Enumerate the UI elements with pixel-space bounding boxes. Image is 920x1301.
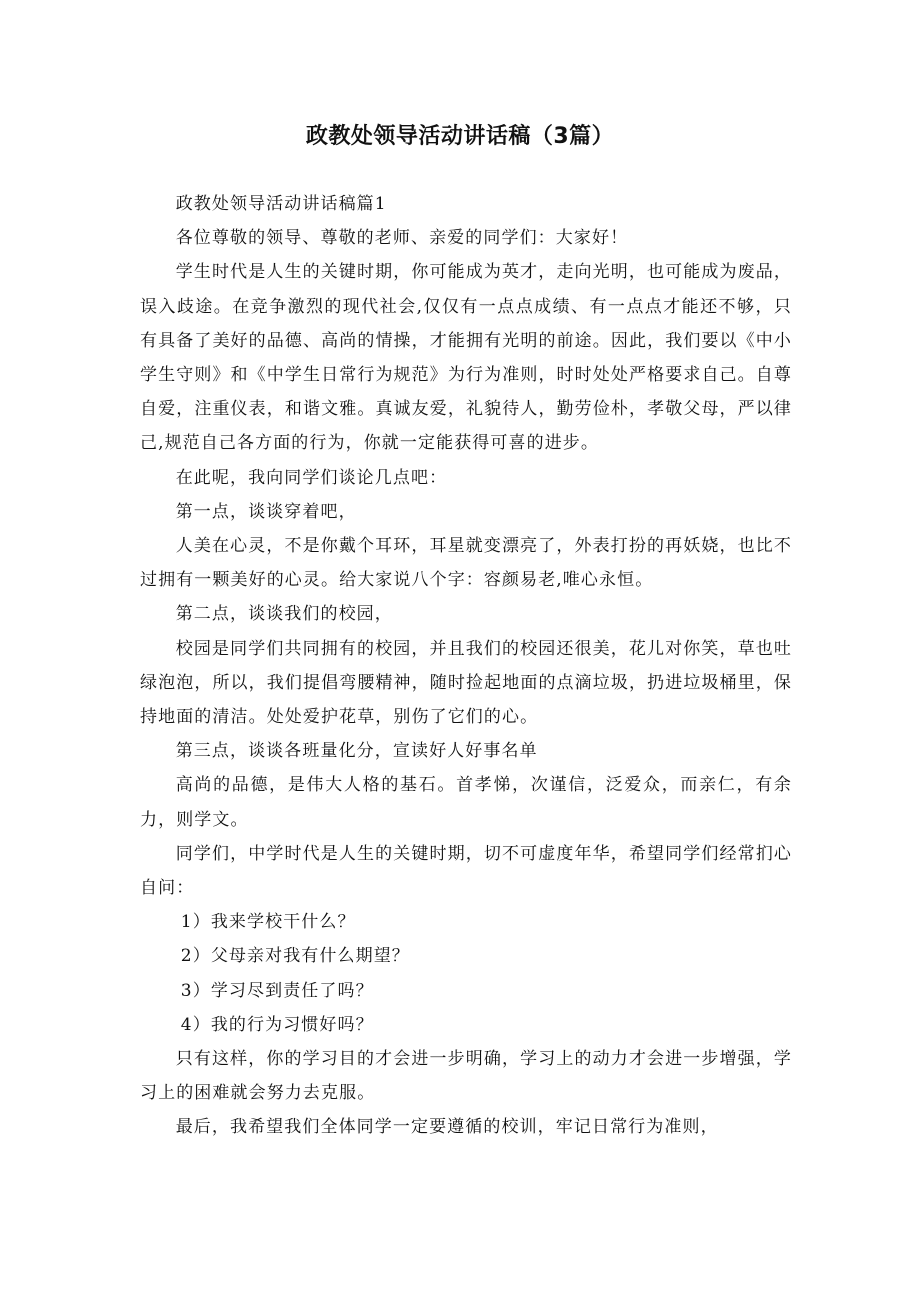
paragraph: 学生时代是人生的关键时期，你可能成为英才，走向光明，也可能成为废品，误入歧途。在竞争激烈的现代社会,仅仅有一点点成绩、有一点点才能还不够，只有具备了美好的品德、高尚的情操，才能拥有光明的前途。因此，我们要以《中小学生守则》和《中学生日常行为规范》为行为准则，时时处处严格要求自己。自尊自爱，注重仪表，和谐文雅。真诚友爱，礼貌待人，勤劳俭朴，孝敬父母，严以律己,规范自己各方面的行为，你就一定能获得可喜的进步。 — [140, 262, 792, 454]
paragraph: 校园是同学们共同拥有的校园，并且我们的校园还很美，花儿对你笑，草也吐绿泡泡，所以，我们提倡弯腰精神，随时捡起地面的点滴垃圾，扔进垃圾桶里，保持地面的清洁。处处爱护花草，别伤了它们的心。 — [140, 638, 792, 728]
paragraph: 在此呢，我向同学们谈论几点吧： — [175, 467, 448, 488]
paragraph: 人美在心灵，不是你戴个耳环，耳星就变漂亮了，外表打扮的再妖娆，也比不过拥有一颗美好的心灵。给大家说八个字：容颜易老,唯心永恒。 — [140, 536, 792, 591]
list-item: 3）学习尽到责任了吗？ — [180, 980, 374, 1001]
paragraph: 只有这样，你的学习目的才会进一步明确，学习上的动力才会进一步增强，学习上的困难就会努力去克服。 — [140, 1049, 792, 1104]
paragraph: 最后，我希望我们全体同学一定要遵循的校训，牢记日常行为准则， — [175, 1117, 719, 1138]
document-title: 政教处领导活动讲话稿（3篇） — [305, 124, 615, 149]
paragraph: 高尚的品德，是伟大人格的基石。首孝悌，次谨信，泛爱众，而亲仁，有余力，则学文。 — [140, 775, 792, 830]
paragraph: 各位尊敬的领导、尊敬的老师、亲爱的同学们：大家好！ — [175, 228, 629, 249]
document-body — [140, 187, 792, 1145]
list-item: 4）我的行为习惯好吗？ — [180, 1014, 374, 1035]
list-item: 2）父母亲对我有什么期望？ — [180, 946, 410, 967]
paragraph: 第三点，谈谈各班量化分，宣读好人好事名单 — [175, 741, 538, 762]
paragraph: 同学们，中学时代是人生的关键时期，切不可虚度年华，希望同学们经常扪心自问： — [140, 843, 792, 899]
list-item: 1）我来学校干什么？ — [180, 912, 356, 933]
section-heading: 政教处领导活动讲话稿篇1 — [175, 194, 387, 214]
paragraph: 第二点，谈谈我们的校园， — [175, 604, 393, 625]
paragraph: 第一点，谈谈穿着吧， — [175, 501, 357, 522]
